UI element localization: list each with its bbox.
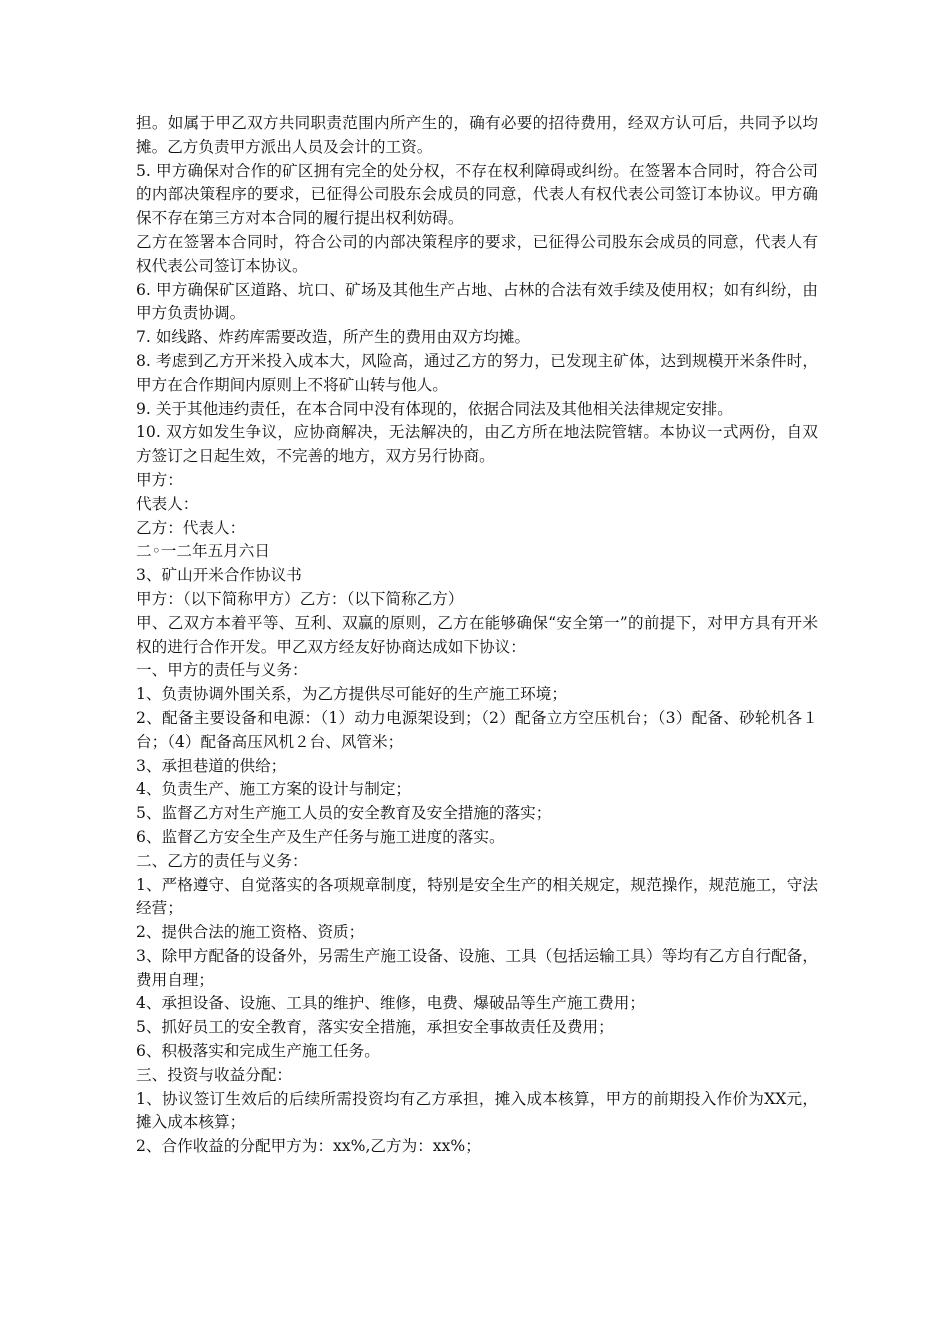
paragraph-continuation: 担。如属于甲乙双方共同职责范围内所产生的，确有必要的招待费用，经双方认可后，共同予以均摊。乙方负责甲方派出人员及会计的工资。	[136, 114, 818, 156]
heading-party-a-duties: 一、甲方的责任与义务：	[136, 661, 308, 680]
clause-5: 5. 甲方确保对合作的矿区拥有完全的处分权，不存在权利障碍或纠纷。在签署本合同时，符合公司的内部决策程序的要求，已征得公司股东会成员的同意，代表人有权代表公司签订本协议。甲方确保不存在第三方对本合同的履行提出权利妨碍。	[136, 161, 818, 228]
preamble: 甲、乙双方本着平等、互利、双赢的原则，乙方在能够确保“安全第一”的前提下，对甲方具有开米权的进行合作开发。甲乙双方经友好协商达成如下协议：	[136, 613, 818, 656]
party-a-item-2: 2、配备主要设备和电源：（1）动力电源架设到；（2）配备立方空压机台；（3）配备、砂轮机各１台；（4）配备高压风机２台、风管米；	[136, 708, 818, 751]
party-a-item-1: 1、负责协调外围关系，为乙方提供尽可能好的生产施工环境；	[136, 685, 567, 704]
signature-party-a: 甲方：	[136, 470, 183, 489]
signature-date: 二◦一二年五月六日	[136, 542, 270, 561]
clause-8: 8. 考虑到乙方开米投入成本大，风险高，通过乙方的努力，已发现主矿体，达到规模开米条件时，甲方在合作期间内原则上不将矿山转与他人。	[136, 351, 818, 394]
party-a-item-4: 4、负责生产、施工方案的设计与制定；	[136, 780, 412, 799]
section-title: 3、矿山开米合作协议书	[136, 566, 302, 585]
party-b-item-5: 5、抓好员工的安全教育，落实安全措施，承担安全事故责任及费用；	[136, 1018, 614, 1037]
clause-10: 10. 双方如发生争议，应协商解决，无法解决的，由乙方所在地法院管辖。本协议一式两份，自双方签订之日起生效，不完善的地方，双方另行协商。	[136, 423, 818, 466]
investment-item-1: 1、协议签订生效后的后续所需投资均有乙方承担，摊入成本核算，甲方的前期投入作价为XX元，摊入成本核算；	[136, 1089, 818, 1132]
heading-investment: 三、投资与收益分配：	[136, 1065, 292, 1084]
heading-party-b-duties: 二、乙方的责任与义务：	[136, 851, 308, 870]
party-a-item-6: 6、监督乙方安全生产及生产任务与施工进度的落实。	[136, 827, 505, 846]
party-b-item-3: 3、除甲方配备的设备外，另需生产施工设备、设施、工具（包括运输工具）等均有乙方自行配备，费用自理；	[136, 946, 818, 989]
document-page	[136, 112, 818, 1159]
clause-5-party-b: 乙方在签署本合同时，符合公司的内部决策程序的要求，已征得公司股东会成员的同意，代表人有权代表公司签订本协议。	[136, 232, 818, 275]
signature-party-b: 乙方：代表人：	[136, 518, 246, 537]
party-a-item-3: 3、承担巷道的供给；	[136, 756, 287, 775]
party-b-item-1: 1、严格遵守、自觉落实的各项规章制度，特别是安全生产的相关规定，规范操作，规范施工，守法经营；	[136, 875, 818, 918]
investment-item-2: 2、合作收益的分配甲方为：xx%,乙方为：xx%；	[136, 1137, 481, 1156]
clause-7: 7. 如线路、炸药库需要改造，所产生的费用由双方均摊。	[136, 328, 531, 347]
party-b-item-6: 6、积极落实和完成生产施工任务。	[136, 1042, 380, 1061]
clause-6: 6. 甲方确保矿区道路、坑口、矿场及其他生产占地、占林的合法有效手续及使用权；如有纠纷，由甲方负责协调。	[136, 280, 818, 323]
signature-representative: 代表人：	[136, 494, 199, 513]
party-b-item-2: 2、提供合法的施工资格、资质；	[136, 923, 365, 942]
parties-line: 甲方：（以下简称甲方）乙方：（以下简称乙方）	[136, 589, 464, 608]
party-a-item-5: 5、监督乙方对生产施工人员的安全教育及安全措施的落实；	[136, 804, 552, 823]
clause-9: 9. 关于其他违约责任，在本合同中没有体现的，依据合同法及其他相关法律规定安排。	[136, 399, 733, 418]
party-b-item-4: 4、承担设备、设施、工具的维护、维修，电费、爆破品等生产施工费用；	[136, 994, 645, 1013]
